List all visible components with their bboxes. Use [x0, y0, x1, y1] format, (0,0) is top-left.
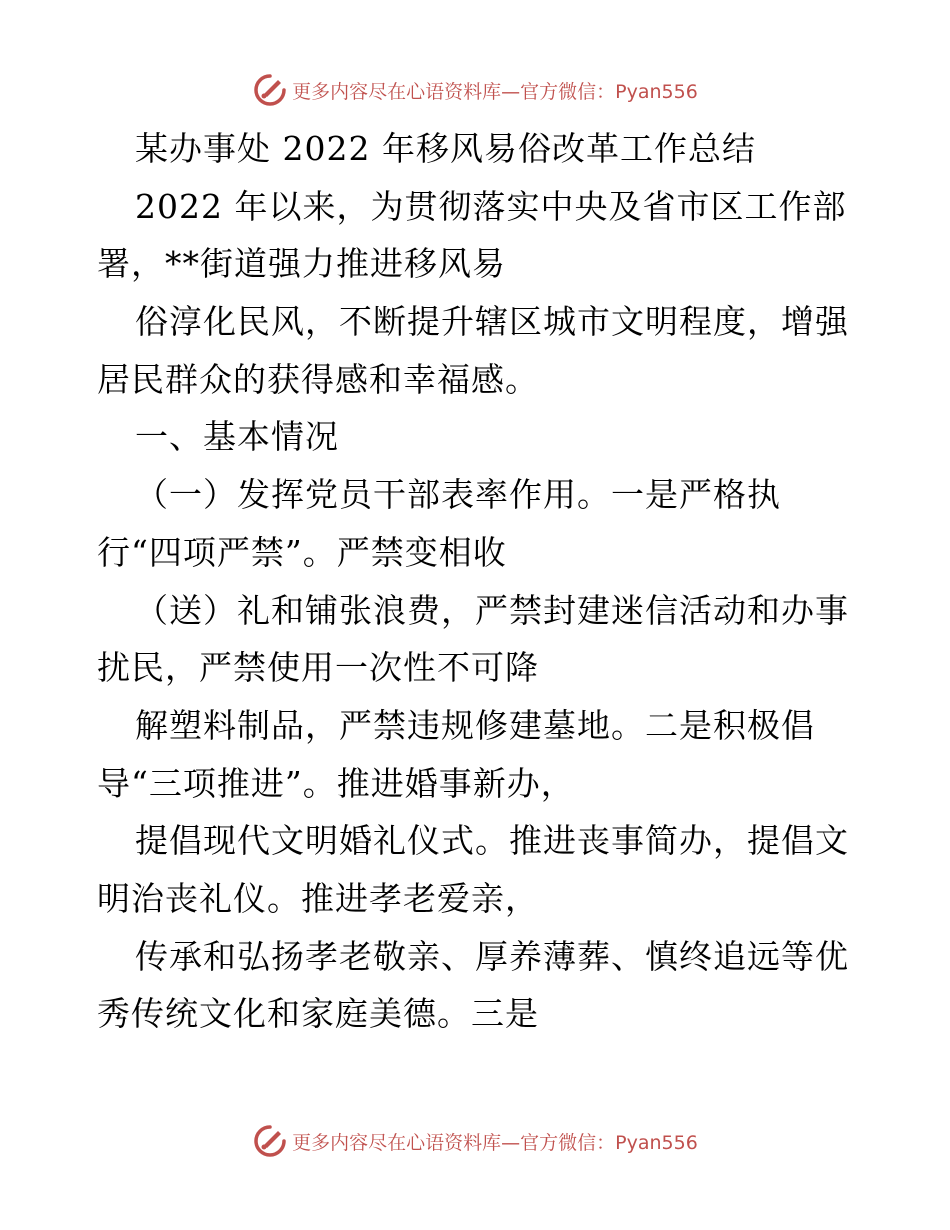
- text-line: 解塑料制品，严禁违规修建墓地。二是积极倡: [135, 705, 815, 745]
- text-line: 行“四项严禁”。严禁变相收: [97, 532, 507, 572]
- text-line: （送）礼和铺张浪费，严禁封建迷信活动和办事: [135, 590, 849, 630]
- text-line: 居民群众的获得感和幸福感。: [97, 359, 539, 399]
- watermark-text: 更多内容尽在心语资料库—官方微信：Pyan556: [292, 80, 698, 103]
- pen-circle-logo-icon: [252, 72, 288, 108]
- text-line: 一、基本情况: [135, 417, 339, 457]
- pen-circle-logo-icon: [252, 1123, 288, 1159]
- watermark-header: [0, 70, 950, 110]
- text-line: 俗淳化民风，不断提升辖区城市文明程度，增强: [135, 302, 849, 342]
- text-line: 秀传统文化和家庭美德。三是: [97, 994, 539, 1034]
- text-line: 署，**街道强力推进移风易: [97, 244, 506, 284]
- text-line: 传承和弘扬孝老敬亲、厚养薄葬、慎终追远等优: [135, 936, 849, 976]
- text-line: （一）发挥党员干部表率作用。一是严格执: [135, 475, 781, 515]
- text-line: 2022 年以来，为贯彻落实中央及省市区工作部: [135, 186, 847, 226]
- text-line: 某办事处 2022 年移风易俗改革工作总结: [135, 129, 756, 168]
- text-line: 提倡现代文明婚礼仪式。推进丧事简办，提倡文: [135, 821, 849, 861]
- text-line: 扰民，严禁使用一次性不可降: [97, 648, 539, 688]
- text-line: 明治丧礼仪。推进孝老爱亲，: [97, 878, 539, 918]
- watermark-text: 更多内容尽在心语资料库—官方微信：Pyan556: [292, 1131, 698, 1154]
- text-line: 导“三项推进”。推进婚事新办，: [97, 763, 575, 803]
- document-body: [97, 120, 857, 1043]
- watermark-footer: [0, 1121, 950, 1161]
